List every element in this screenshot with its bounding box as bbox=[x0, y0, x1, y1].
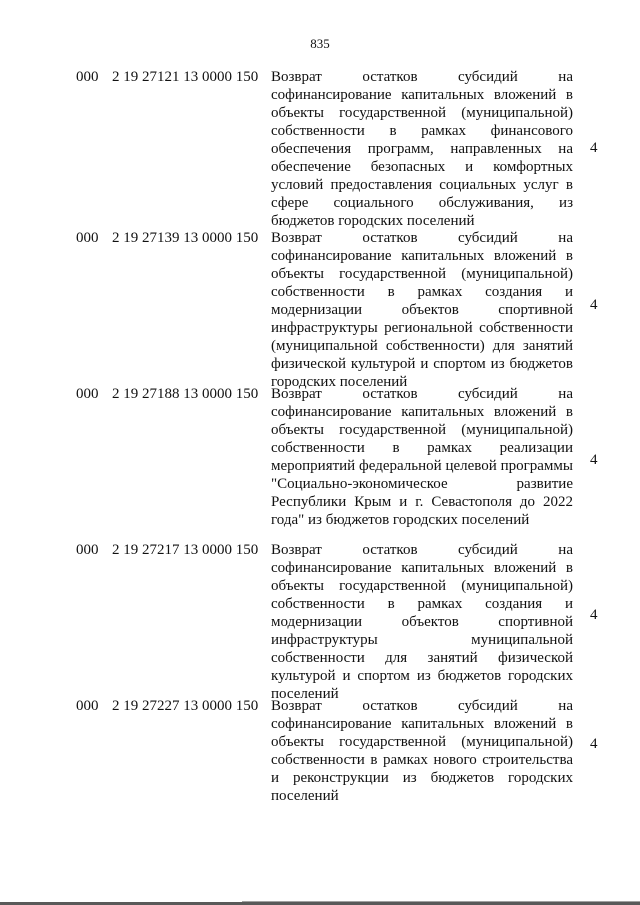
row-kbk: 2 19 27139 13 0000 150 bbox=[112, 230, 259, 246]
row-code: 000 bbox=[76, 69, 99, 85]
page-number: 835 bbox=[310, 36, 330, 51]
row-code: 000 bbox=[76, 542, 99, 558]
row-value: 4 bbox=[590, 452, 598, 468]
row-value: 4 bbox=[590, 140, 598, 156]
row-description: Возврат остатков субсидий на софинансирование капитальных вложений в объекты государственной (муниципальной) собственности в рамках реализации мероприятий федеральной целевой программы "Социально-экономическое развитие Республики Крым и г. Севастополя до 2022 года" из бюджетов городских поселений bbox=[271, 386, 573, 528]
row-description: Возврат остатков субсидий на софинансирование капитальных вложений в объекты государственной (муниципальной) собственности в рамках создания и модернизации объектов спортивной инфраструктуры региональной собственности (муниципальной собственности) для занятий физической культурой и спортом из бюджетов городских поселений bbox=[271, 230, 573, 390]
row-description: Возврат остатков субсидий на софинансирование капитальных вложений в объекты государственной (муниципальной) собственности в рамках финансового обеспечения программ, направленных на обеспечение безопасных и комфортных условий предоставления социальных услуг в сфере социального обслуживания, из бюджетов городских поселений bbox=[271, 69, 573, 229]
row-description: Возврат остатков субсидий на софинансирование капитальных вложений в объекты государственной (муниципальной) собственности в рамках создания и модернизации объектов спортивной инфраструктуры муниципальной собственности для занятий физической культурой и спортом из бюджетов городских поселений bbox=[271, 542, 573, 702]
row-kbk: 2 19 27121 13 0000 150 bbox=[112, 69, 259, 85]
row-kbk: 2 19 27217 13 0000 150 bbox=[112, 542, 259, 558]
row-code: 000 bbox=[76, 230, 99, 246]
row-kbk: 2 19 27188 13 0000 150 bbox=[112, 386, 259, 402]
row-code: 000 bbox=[76, 386, 99, 402]
row-value: 4 bbox=[590, 736, 598, 752]
row-code: 000 bbox=[76, 698, 99, 714]
row-kbk: 2 19 27227 13 0000 150 bbox=[112, 698, 259, 714]
row-value: 4 bbox=[590, 297, 598, 313]
row-value: 4 bbox=[590, 607, 598, 623]
row-description: Возврат остатков субсидий на софинансирование капитальных вложений в объекты государственной (муниципальной) собственности в рамках нового строительства и реконструкции из бюджетов городских поселений bbox=[271, 698, 573, 804]
